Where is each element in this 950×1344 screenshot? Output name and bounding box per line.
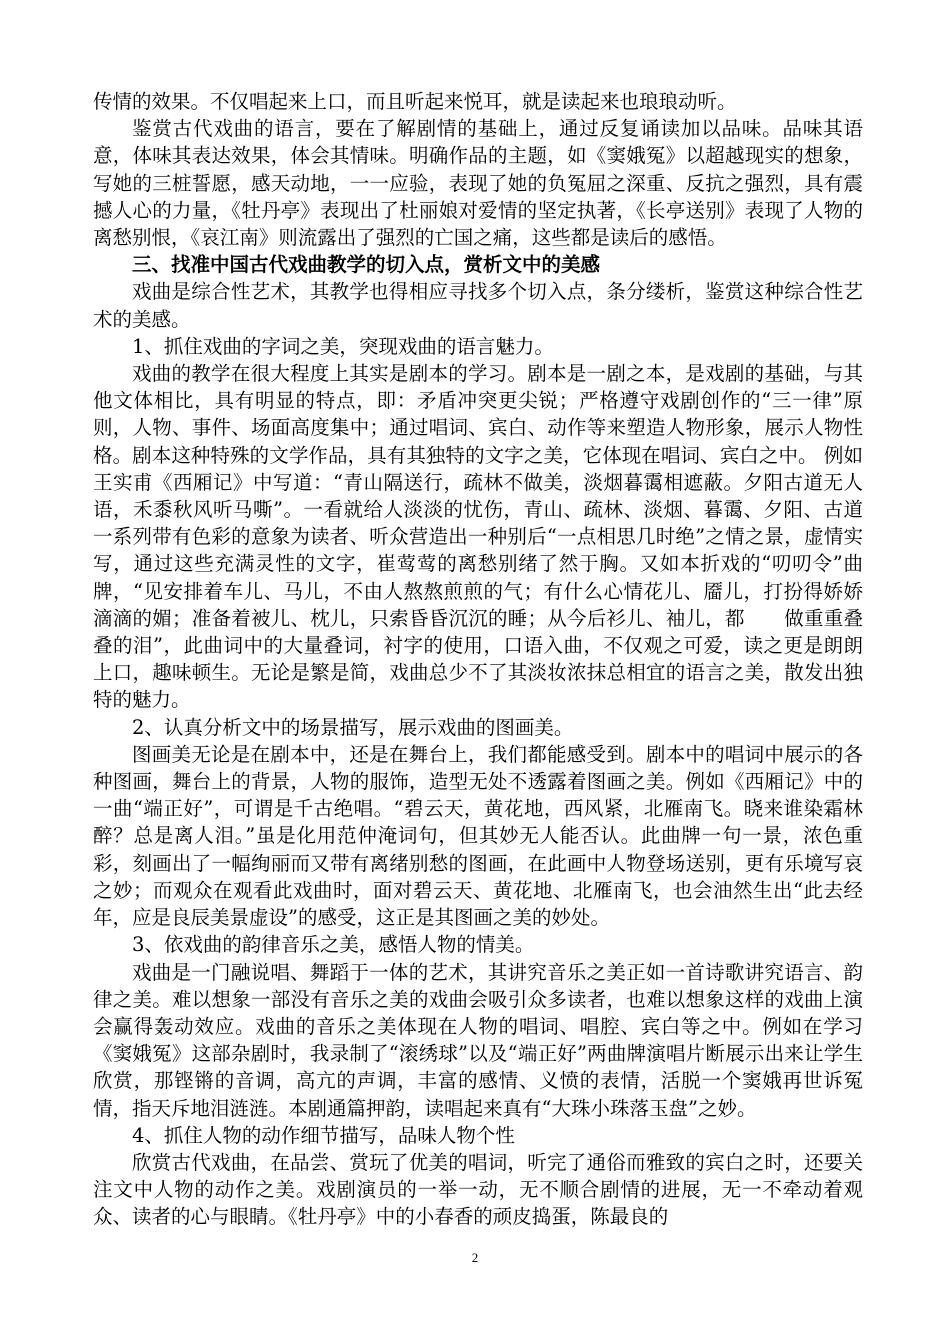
paragraph-language-appreciation: 鉴赏古代戏曲的语言，要在了解剧情的基础上，通过反复诵读加以品味。品味其语意，体味其表达效果，体会其情味。明确作品的主题，如《窦娥冤》以超越现实的想象，写她的三桩誓愿，感天动地，一一应验，表现了她的负冤屈之深重、反抗之强烈，具有震撼人心的力量，《牡丹亭》表现出了杜丽娘对爱情的坚定执著，《长亭送别》表现了人物的离愁别恨，《哀江南》则流露出了强烈的亡国之痛，这些都是读后的感悟。 <box>93 117 863 250</box>
paragraph-music-beauty: 戏曲是一门融说唱、舞蹈于一体的艺术，其讲究音乐之美正如一首诗歌讲究语言、韵律之美。难以想象一部没有音乐之美的戏曲会吸引众多读者，也难以想象这样的戏曲上演会赢得轰动效应。戏曲的音乐之美体现在人物的唱词、唱腔、宾白等之中。例如在学习《窦娥冤》这部杂剧时，我录制了“滚绣球”以及“端正好”两曲牌演唱片断展示出来让学生欣赏，那铿锵的音调，高亢的声调，丰富的感情、义愤的表情，活脱一个窦娥再世诉冤情，指天斥地泪涟涟。本剧通篇押韵，读唱起来真有“大珠小珠落玉盘”之妙。 <box>93 960 863 1120</box>
document-body <box>93 88 863 1231</box>
subheading-4: 4、抓住人物的动作细节描写，品味人物个性 <box>132 1123 515 1147</box>
paragraph-continued: 传情的效果。不仅唱起来上口，而且听起来悦耳，就是读起来也琅琅动听。 <box>93 90 737 113</box>
subheading-2: 2、认真分析文中的场景描写，展示戏曲的图画美。 <box>132 715 574 739</box>
subheading-1: 1、抓住戏曲的字词之美，突现戏曲的语言魅力。 <box>132 334 554 358</box>
section-heading: 三、找准中国古代戏曲教学的切入点，赏析文中的美感 <box>132 253 601 277</box>
paragraph-action-beauty: 欣赏古代戏曲，在品尝、赏玩了优美的唱词，听完了通俗而雅致的宾白之时，还要关注文中人物的动作之美。戏剧演员的一举一动，无不顺合剧情的进展，无一不牵动着观众、读者的心与眼睛。《牡丹亭》中的小春香的顽皮捣蛋，陈最良的 <box>93 1150 863 1229</box>
paragraph-section-intro: 戏曲是综合性艺术，其教学也得相应寻找多个切入点，条分缕析，鉴赏这种综合性艺术的美感。 <box>93 280 863 331</box>
paragraph-word-beauty: 戏曲的教学在很大程度上其实是剧本的学习。剧本是一剧之本，是戏剧的基础，与其他文体相比，具有明显的特点，即：矛盾冲突更尖锐；严格遵守戏剧创作的“三一律”原则，人物、事件、场面高度集中；通过唱词、宾白、动作等来塑造人物形象，展示人物性格。剧本这种特殊的文学作品，具有其独特的文字之美，它体现在唱词、宾白之中。 例如王实甫《西厢记》中写道：“青山隔送行，疏林不做美，淡烟暮霭相遮蔽。夕阳古道无人语，禾黍秋风听马嘶”。一看就给人淡淡的忧伤，青山、疏林、淡烟、暮霭、夕阳、古道一系列带有色彩的意象为读者、听众营造出一种别后“一点相思几时绝”之情之景，虚情实写，通过这些充满灵性的文字，崔莺莺的离愁别绪了然于胸。又如本折戏的“叨叨令”曲牌，“见安排着车儿、马儿，不由人熬熬煎煎的气；有什么心情花儿、靥儿，打扮得娇娇滴滴的媚；准备着被儿、枕儿，只索昏昏沉沉的睡；从今后衫儿、袖儿，都 做重重叠叠的泪”，此曲词中的大量叠词，衬字的使用，口语入曲，不仅观之可爱，读之更是朗朗上口，趣味顿生。无论是繁是简，戏曲总少不了其淡妆浓抹总相宜的语言之美，散发出独特的魅力。 <box>93 362 863 712</box>
subheading-3: 3、依戏曲的韵律音乐之美，感悟人物的情美。 <box>132 933 535 957</box>
paragraph-picture-beauty: 图画美无论是在剧本中，还是在舞台上，我们都能感受到。剧本中的唱词中展示的各种图画，舞台上的背景，人物的服饰，造型无处不透露着图画之美。例如《西厢记》中的一曲“端正好”，可谓是千古绝唱。“碧云天，黄花地，西风紧，北雁南飞。晓来谁染霜林醉？总是离人泪。”虽是化用范仲淹词句，但其妙无人能否认。此曲牌一句一景，浓色重彩，刻画出了一幅绚丽而又带有离绪别愁的图画，在此画中人物登场送别，更有乐境写哀之妙；而观众在观看此戏曲时，面对碧云天、黄花地、北雁南飞，也会油然生出“此去经年，应是良辰美景虚设”的感受，这正是其图画之美的妙处。 <box>93 742 863 930</box>
page-number: 2 <box>471 1250 479 1265</box>
